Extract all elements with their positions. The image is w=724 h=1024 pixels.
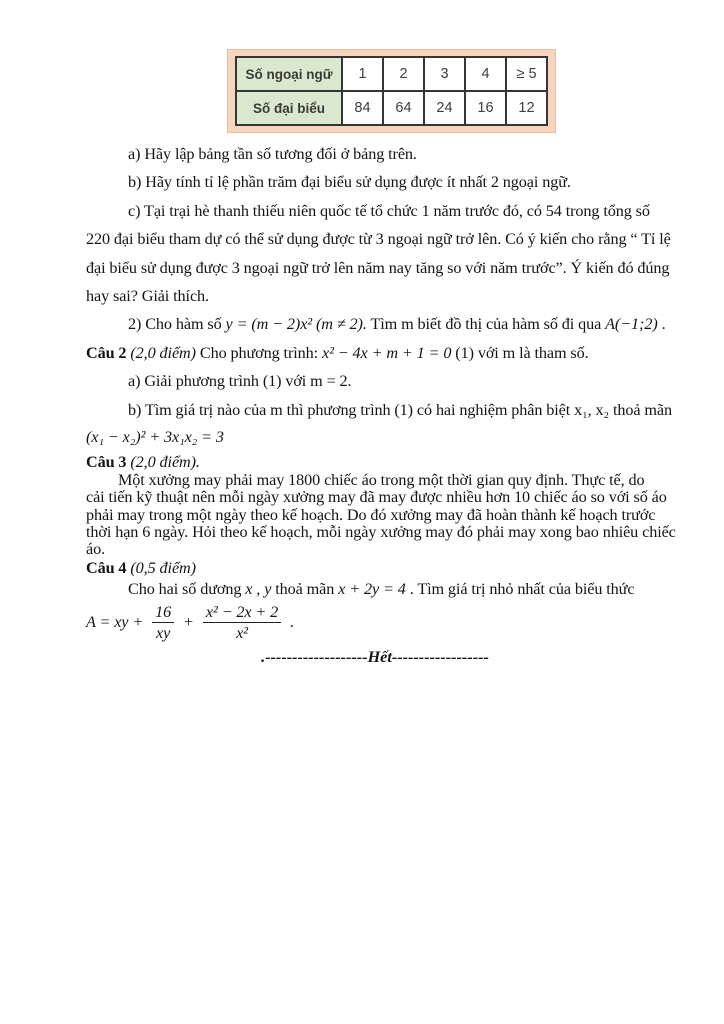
table-value-cell: 2: [383, 57, 424, 91]
formula-operator: +: [179, 613, 198, 632]
cau2-line-a: a) Giải phương trình (1) với m = 2.: [128, 372, 352, 391]
points-label: (2,0 điểm): [126, 343, 200, 362]
frequency-table: [235, 56, 548, 126]
formula-lhs: A = xy +: [86, 613, 148, 632]
table-value-cell: 64: [383, 91, 424, 125]
cau2-condition-equation: (x₁ − x₂)² + 3x₁x₂ = 3: [86, 428, 224, 447]
question-line-c3: đại biểu sử dụng được 3 ngoại ngữ trở lên năm nay tăng so với năm trước”. Ý kiến đó đúng: [86, 258, 670, 277]
fraction-numerator: x² − 2x + 2: [205, 603, 279, 622]
variables: x , y: [245, 579, 272, 598]
equation: x² − 4x + m + 1 = 0: [321, 343, 452, 362]
cau3-heading: [86, 452, 664, 472]
function-expression: y = (m − 2)x² (m ≠ 2).: [225, 315, 367, 334]
het-end-line: .-------------------Hết------------------: [261, 647, 489, 666]
question-line-a: a) Hãy lập bảng tần số tương đối ở bảng trên.: [128, 145, 417, 163]
fraction: [152, 603, 174, 642]
point-expression: A(−1;2): [605, 315, 658, 334]
fraction-denominator: xy: [152, 622, 174, 642]
table-value-cell: 1: [342, 57, 383, 91]
table-value-cell: 84: [342, 91, 383, 125]
cau2-line-b: b) Tìm giá trị nào của m thì phương trình (1) có hai nghiệm phân biệt x₁, x₂ thoả mãn: [128, 400, 673, 419]
table-header-cell: Số đại biểu: [236, 91, 342, 125]
table-value-cell: 24: [424, 91, 465, 125]
cau4-heading: [86, 559, 664, 578]
exam-body: [86, 140, 676, 668]
table-value-cell: 3: [424, 57, 465, 91]
question-label: Câu 3: [86, 453, 127, 472]
cau3-line3: phải may trong một ngày theo kế hoạch. Do đó xưởng may đã hoàn thành kế hoạch trước: [86, 505, 656, 524]
table-value-cell: 4: [465, 57, 506, 91]
question-line-b: b) Hãy tính tỉ lệ phần trăm đại biểu sử dụng được ít nhất 2 ngoại ngữ.: [128, 173, 571, 192]
cau4-line1: [86, 578, 664, 600]
fraction-denominator: x²: [203, 622, 281, 642]
cau3-line2: cải tiến kỹ thuật nên mỗi ngày xưởng may đã may được nhiều hơn 10 chiếc áo so với số áo: [86, 488, 667, 507]
cau2-intro: Cho phương trình:: [199, 343, 322, 362]
fraction: [203, 603, 281, 642]
constraint-equation: x + 2y = 4: [338, 579, 406, 598]
points-label: (0,5 điểm): [126, 558, 196, 577]
question-label: Câu 2: [86, 343, 127, 362]
cau3-line4: thời hạn 6 ngày. Hỏi theo kế hoạch, mỗi ngày xưởng may đó phải may xong bao nhiêu chiếc: [86, 522, 676, 541]
question-label: Câu 4: [86, 558, 127, 577]
table-row: [236, 91, 547, 125]
table-row: [236, 57, 547, 91]
question-line-c1: c) Tại trại hè thanh thiếu niên quốc tế tổ chức 1 năm trước đó, có 54 trong tổng số: [128, 201, 650, 220]
table-value-cell: ≥ 5: [506, 57, 547, 91]
table-header-cell: Số ngoại ngữ: [236, 57, 342, 91]
points-label: (2,0 điểm).: [126, 453, 200, 472]
cau2-heading: [86, 339, 664, 367]
question-line-2: [86, 310, 664, 338]
cau4-text: Cho hai số dương: [128, 579, 246, 598]
line2-text: Tìm m biết đồ thị của hàm số đi qua: [366, 315, 606, 334]
fraction-numerator: 16: [155, 603, 172, 622]
table-value-cell: 16: [465, 91, 506, 125]
table-value-cell: 12: [506, 91, 547, 125]
question-line-c4: hay sai? Giải thích.: [86, 287, 209, 306]
cau3-line1: Một xưởng may phải may 1800 chiếc áo trong một thời gian quy định. Thực tế, do: [118, 471, 645, 490]
cau4-formula: [86, 602, 664, 644]
cau4-text: . Tìm giá trị nhỏ nhất của biểu thức: [405, 579, 635, 598]
line2-text: .: [657, 315, 666, 334]
formula-end: .: [286, 613, 295, 632]
cau3-line5: áo.: [86, 540, 106, 559]
cau2-tail: (1) với m là tham số.: [451, 343, 589, 362]
line2-text: 2) Cho hàm số: [128, 315, 226, 334]
frequency-table-frame: [227, 49, 556, 133]
cau4-text: thoả mãn: [271, 579, 339, 598]
question-line-c2: 220 đại biểu tham dự có thể sử dụng được từ 3 ngoại ngữ trở lên. Có ý kiến cho rằng “ Tỉ lệ: [86, 230, 671, 249]
